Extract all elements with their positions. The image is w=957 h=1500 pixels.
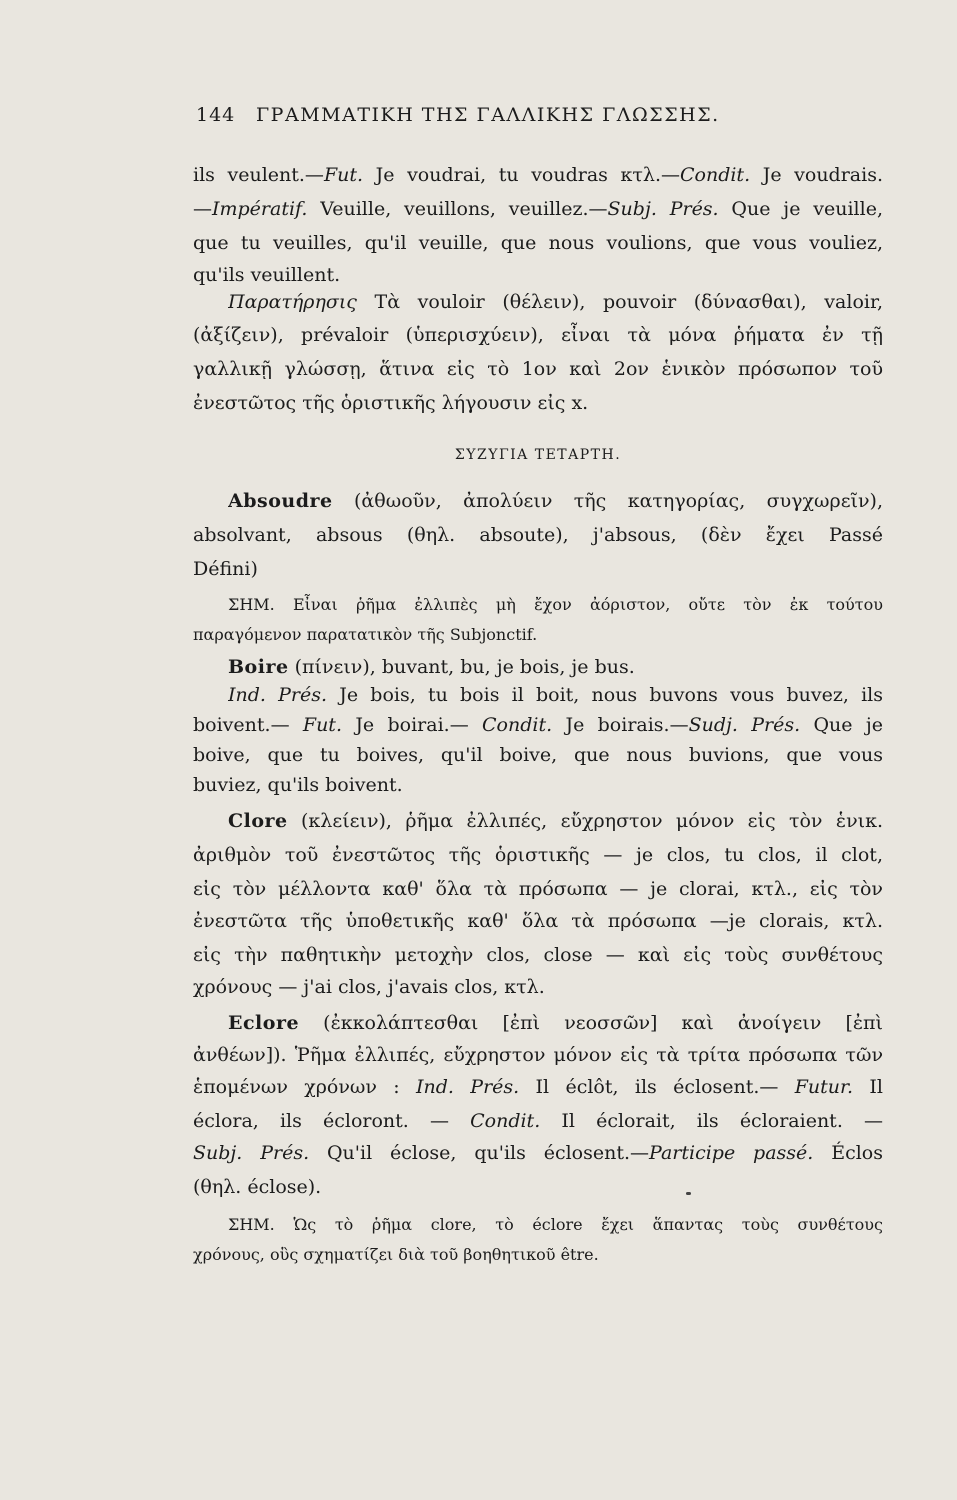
- text-run: χρόνους — j'ai clos, j'avais clos, κτλ.: [193, 976, 545, 998]
- text-run: Ind. Prés.: [228, 684, 328, 706]
- text-run: Veuille, veuillons, veuillez.—: [307, 198, 608, 220]
- text-line: [193, 1104, 883, 1138]
- text-line: [193, 938, 883, 972]
- entry-clore: [228, 804, 883, 838]
- text-run: Εἶναι ῥῆμα ἐλλιπὲς μὴ ἔχον ἀόριστον, οὔτε τὸν ἐκ τούτου: [274, 595, 883, 614]
- text-run: Je boirais.—: [552, 714, 689, 736]
- text-line: [193, 226, 883, 260]
- headword: Eclore: [228, 1012, 300, 1034]
- text-run: ἐνεστῶτος τῆς ὁριστικῆς λήγουσιν εἰς x.: [193, 392, 589, 414]
- text-run: Défini): [193, 558, 258, 580]
- text-run: Il éclôt, ils éclosent.—: [519, 1076, 795, 1098]
- text-run: Que je veuille,: [718, 198, 883, 220]
- text-run: ἀριθμὸν τοῦ ἐνεστῶτος τῆς ὁριστικῆς — je clos, tu clos, il clot,: [193, 844, 883, 866]
- text-line: [193, 1170, 883, 1204]
- text-run: ΣΗΜ.: [228, 1215, 275, 1234]
- text-run: Il: [853, 1076, 883, 1098]
- text-line: [193, 1136, 883, 1170]
- text-line: [193, 158, 883, 192]
- text-run: ἐνεστῶτα τῆς ὑποθετικῆς καθ' ὅλα τὰ πρόσωπα —je clorais, κτλ.: [193, 910, 883, 932]
- text-run: εἰς τὸν μέλλοντα καθ' ὅλα τὰ πρόσωπα — je clorai, κτλ., εἰς τὸν: [193, 878, 883, 900]
- text-run: Il éclorait, ils écloraient. —: [540, 1110, 883, 1132]
- ink-speck: [686, 1192, 691, 1195]
- text-run: (ἐκκολάπτεσθαι [ἐπὶ νεοσσῶν] καὶ ἀνοίγειν [ἐπὶ: [299, 1012, 883, 1034]
- text-run: ἑπομένων χρόνων :: [193, 1076, 417, 1098]
- text-run: Je boirai.—: [342, 714, 483, 736]
- note-line: [228, 1208, 883, 1242]
- text-run: boivent.—: [193, 714, 303, 736]
- text-run: Fut.: [323, 164, 364, 186]
- text-run: χρόνους, οὓς σχηματίζει διὰ τοῦ βοηθητικοῦ être.: [193, 1245, 599, 1264]
- text-run: Subj. Prés.: [607, 198, 719, 220]
- text-line: [193, 970, 883, 1004]
- note-line: [193, 1238, 883, 1272]
- text-run: (πίνειν), buvant, bu, je bois, je bus.: [288, 656, 635, 678]
- entry-absoudre: [228, 484, 883, 518]
- headword: Absoudre: [228, 490, 333, 512]
- text-line: [193, 738, 883, 772]
- text-run: Ὡς τὸ ῥῆμα clore, τὸ éclore ἔχει ἅπαντας τοὺς συνθέτους: [274, 1215, 883, 1234]
- text-run: Participe passé.: [649, 1142, 814, 1164]
- text-run: éclora, ils écloront. —: [193, 1110, 471, 1132]
- text-run: Que je: [800, 714, 883, 736]
- headword: Clore: [228, 810, 288, 832]
- text-line: [193, 192, 883, 226]
- text-run: boive, que tu boives, qu'il boive, que nous buvions, que vous: [193, 744, 883, 766]
- text-run: Éclos: [813, 1142, 883, 1164]
- text-run: (ἀθωοῦν, ἀπολύειν τῆς κατηγορίας, συγχωρεῖν),: [332, 490, 883, 512]
- text-run: Je voudrais.: [750, 164, 883, 186]
- text-run: que tu veuilles, qu'il veuille, que nous voulions, que vous vouliez,: [193, 232, 883, 254]
- text-run: buviez, qu'ils boivent.: [193, 774, 403, 796]
- text-run: (κλείειν), ῥῆμα ἐλλιπές, εὔχρηστον μόνον εἰς τὸν ἑνικ.: [287, 810, 883, 832]
- text-run: Condit.: [470, 1110, 541, 1132]
- text-run: ἀνθέων]). Ῥῆμα ἐλλιπές, εὔχρηστον μόνον εἰς τὰ τρίτα πρόσωπα τῶν: [193, 1044, 883, 1066]
- text-run: Qu'il éclose, qu'ils éclosent.—: [309, 1142, 650, 1164]
- text-line: [193, 872, 883, 906]
- text-run: Τὰ vouloir (θέλειν), pouvoir (δύνασθαι), valoir,: [356, 291, 883, 313]
- text-run: Je voudrai, tu voudras κτλ.—: [363, 164, 680, 186]
- text-run: Condit.: [679, 164, 751, 186]
- text-run: Ind. Prés.: [416, 1076, 520, 1098]
- text-run: Subj. Prés.: [193, 1142, 310, 1164]
- text-run: Παρατήρησις: [228, 291, 357, 313]
- text-run: Impératif.: [212, 198, 308, 220]
- running-header: [196, 104, 886, 136]
- text-run: εἰς τὴν παθητικὴν μετοχὴν clos, close — καὶ εἰς τοὺς συνθέτους: [193, 944, 883, 966]
- text-line: [193, 518, 883, 552]
- text-run: absolvant, absous (θηλ. absoute), j'absous, (δὲν ἔχει Passé: [193, 524, 883, 546]
- text-line: [193, 386, 883, 420]
- section-heading: ΣΥΖΥΓΙΑ ΤΕΤΑΡΤΗ.: [454, 447, 622, 463]
- text-run: (ἀξίζειν), prévaloir (ὑπερισχύειν), εἶναι τὰ μόνα ῥήματα ἐν τῇ: [193, 324, 883, 346]
- text-run: Je bois, tu bois il boit, nous buvons vous buvez, ils: [327, 684, 883, 706]
- text-run: παραγόμενον παρατατικὸν τῆς Subjonctif.: [193, 625, 538, 644]
- text-line: [228, 678, 883, 712]
- running-title: ΓΡΑΜΜΑΤΙΚΗ ΤΗΣ ΓΑΛΛΙΚΗΣ ΓΛΩΣΣΗΣ.: [256, 104, 720, 126]
- text-run: (θηλ. éclose).: [193, 1176, 322, 1198]
- page-number: 144: [196, 104, 236, 126]
- text-line: [193, 1070, 883, 1104]
- text-run: —: [193, 198, 212, 220]
- text-line: [193, 768, 883, 802]
- note-line: [193, 618, 883, 652]
- text-run: Sudj. Prés.: [688, 714, 801, 736]
- text-run: ils veulent.—: [193, 164, 324, 186]
- headword: Boire: [228, 656, 289, 678]
- text-line: [193, 552, 883, 586]
- text-line: [193, 352, 883, 386]
- text-line: [193, 904, 883, 938]
- remark-line: [228, 285, 883, 319]
- text-line: [193, 838, 883, 872]
- text-run: Futur.: [794, 1076, 854, 1098]
- text-line: [193, 1038, 883, 1072]
- text-line: [193, 318, 883, 352]
- note-line: [228, 588, 883, 622]
- text-run: ΣΗΜ.: [228, 595, 275, 614]
- text-run: Condit.: [482, 714, 553, 736]
- text-run: Fut.: [302, 714, 342, 736]
- text-line: [193, 708, 883, 742]
- text-run: γαλλικῇ γλώσσῃ, ἅτινα εἰς τὸ 1ον καὶ 2ον ἑνικὸν πρόσωπον τοῦ: [193, 358, 883, 380]
- entry-eclore: [228, 1006, 883, 1040]
- text-run: qu'ils veuillent.: [193, 264, 341, 286]
